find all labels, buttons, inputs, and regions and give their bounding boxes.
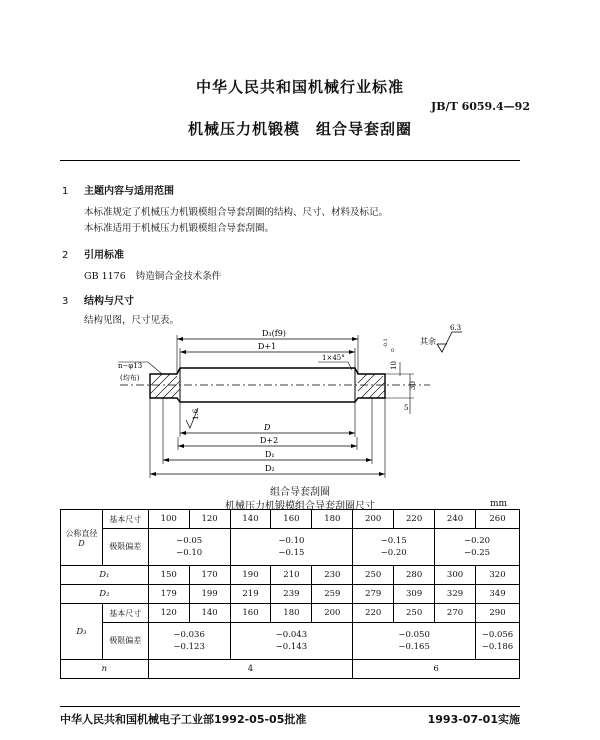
cell-d: 240 [435,510,476,529]
cell-d2: 349 [475,585,519,604]
label-tol-down: -0.1 [383,338,389,348]
label-rest: 其余 [420,337,436,346]
cell-d3: 250 [394,604,435,623]
cell-d3: 220 [353,604,394,623]
d-label: 公称直径 [65,528,98,538]
document-title: 机械压力机锻模 组合导套刮圈 [187,120,412,138]
cell-d1: 320 [475,566,519,585]
label-d3: D₃(f9) [262,329,286,338]
cell-d3: 180 [271,604,312,623]
row-header-d1: D₁ [61,566,149,585]
cell-d1: 210 [271,566,312,585]
section-3-paragraph: 结构见图，尺寸见表。 [84,315,180,326]
cell-d3: 160 [230,604,271,623]
label-holes: n−φ13 [118,362,143,370]
cell-d2: 309 [394,585,435,604]
section-1-paragraph-2: 本标准适用于机械压力机锻模组合导套刮圈。 [84,223,275,234]
section-number: 1 [62,186,69,197]
section-title: 结构与尺寸 [84,296,134,307]
cell-d: 120 [189,510,230,529]
label-30: 30 [409,381,417,390]
footer-divider [60,706,520,707]
label-d-plus-2: D+2 [260,436,279,445]
cell-d1: 190 [230,566,271,585]
section-1-paragraph-1: 本标准规定了机械压力机锻模组合导套刮圈的结构、尺寸、材料及标记。 [84,207,389,218]
header-divider [60,160,520,161]
cell-d1: 150 [148,566,189,585]
label-d2: D₂ [265,464,275,473]
cell-d2: 279 [353,585,394,604]
cell-d: 140 [230,510,271,529]
cell-d1: 230 [312,566,353,585]
section-title: 引用标准 [84,250,124,261]
section-title: 主题内容与适用范围 [84,186,174,197]
label-rough2: 1.6 [192,408,200,420]
approval-note: 中华人民共和国机械电子工业部1992-05-05批准 [60,713,307,726]
deviation-label: 极限偏差 [102,623,148,660]
row-header-n: n [61,660,149,679]
table-row [61,585,520,604]
label-5: 5 [404,404,409,412]
label-d-plus-1: D+1 [258,342,277,351]
cell-d1: 170 [189,566,230,585]
cell-d-deviation: −0.20 −0.25 [435,529,520,566]
label-chamfer: 1×45° [322,354,345,362]
cell-d3: 200 [312,604,353,623]
deviation-label: 极限偏差 [102,529,148,566]
row-header-d3: D₃ [61,604,103,660]
cell-d1: 300 [435,566,476,585]
cell-d3-deviation: −0.056 −0.186 [475,623,519,660]
table-row [61,566,520,585]
cell-d2: 259 [312,585,353,604]
cell-d2: 329 [435,585,476,604]
basic-size-label: 基本尺寸 [102,510,148,529]
table-row [61,529,520,566]
hatch-left [150,374,180,398]
cell-d3-deviation: −0.036 −0.123 [148,623,230,660]
label-roughness: 6.3 [450,324,462,332]
label-thickness: 10 [390,361,398,370]
table-title: 机械压力机锻模组合导套刮圈尺寸 [225,501,375,512]
cell-d2: 219 [230,585,271,604]
label-d: D [264,423,271,432]
table-row [61,604,520,623]
cell-d3-deviation: −0.043 −0.143 [230,623,353,660]
cell-d2: 179 [148,585,189,604]
section-number: 3 [62,296,69,307]
cell-d: 200 [353,510,394,529]
cell-d: 180 [312,510,353,529]
row-header-d [61,510,103,566]
label-tol-up: 0 [391,348,395,354]
standard-number: JB/T 6059.4—92 [431,100,530,113]
technical-drawing [0,320,600,480]
cell-d1: 280 [394,566,435,585]
roughness-symbol-general [437,332,462,352]
reference-standard [84,268,221,282]
cell-d-deviation: −0.15 −0.20 [353,529,435,566]
cell-d3: 120 [148,604,189,623]
section-3-heading [62,292,134,307]
table-row [61,510,520,529]
cell-d2: 199 [189,585,230,604]
cell-d: 220 [394,510,435,529]
cell-d1: 250 [353,566,394,585]
cell-d2: 239 [271,585,312,604]
cell-d: 260 [475,510,519,529]
cell-d: 100 [148,510,189,529]
org-title: 中华人民共和国机械行业标准 [195,78,404,96]
cell-d-deviation: −0.10 −0.15 [230,529,353,566]
cell-d3: 140 [189,604,230,623]
figure-caption: 组合导套刮圈 [270,487,330,498]
cell-d3: 270 [435,604,476,623]
table-row [61,623,520,660]
section-2-heading [62,246,124,261]
reference-code: GB 1176 [84,271,126,282]
section-number: 2 [62,250,69,261]
cell-d3: 290 [475,604,519,623]
cell-d: 160 [271,510,312,529]
cell-n: 4 [148,660,353,679]
cell-d-deviation: −0.05 −0.10 [148,529,230,566]
label-holes-note: (均布) [120,374,140,382]
d-symbol: D [78,538,85,548]
label-d1: D₁ [265,450,275,459]
table-row [61,660,520,679]
cell-d3-deviation: −0.050 −0.165 [353,623,476,660]
hatch-right [358,374,385,398]
table-unit: mm [490,499,508,509]
implementation-date: 1993-07-01实施 [427,713,520,726]
row-header-d2: D₂ [61,585,149,604]
cell-n: 6 [353,660,520,679]
reference-title: 铸造铜合金技术条件 [135,271,222,282]
section-1-heading [62,182,174,197]
basic-size-label: 基本尺寸 [102,604,148,623]
chamfer-leader [318,362,352,370]
dimension-table [60,509,520,679]
